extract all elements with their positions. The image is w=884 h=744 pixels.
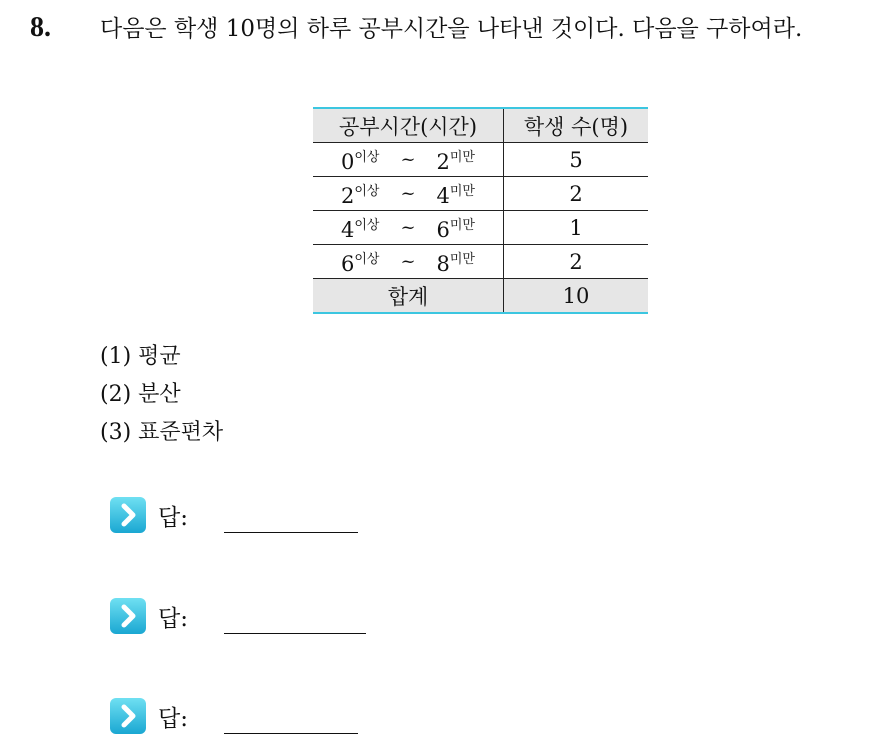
answer-blank[interactable] — [224, 603, 366, 634]
table-row — [313, 177, 648, 211]
range-cell: $6^{이상}$ ~ $8^{미만}$ — [313, 245, 504, 279]
answer-row-1 — [110, 497, 358, 537]
range-cell: $0^{이상}$ ~ $2^{미만}$ — [313, 143, 504, 177]
subquestion-stddev: (3) 표준편차 — [100, 420, 224, 445]
answer-blank[interactable] — [224, 703, 358, 734]
range-cell: $2^{이상}$ ~ $4^{미만}$ — [313, 177, 504, 211]
table-header-row — [313, 108, 648, 143]
count-cell: 2 — [504, 245, 649, 279]
subquestion-variance: (2) 분산 — [100, 382, 181, 407]
question-number: 8. — [30, 12, 51, 43]
frequency-table — [313, 107, 648, 314]
header-student-count: 학생 수(명) — [504, 108, 649, 143]
table-row — [313, 245, 648, 279]
chevron-right-icon — [110, 698, 146, 734]
subquestion-mean: (1) 평균 — [100, 344, 181, 369]
answer-label: 답: — [158, 705, 188, 732]
answer-row-3 — [110, 698, 358, 738]
total-value: 10 — [504, 279, 649, 314]
count-cell: 5 — [504, 143, 649, 177]
question-text: 다음은 학생 10명의 하루 공부시간을 나타낸 것이다. 다음을 구하여라. — [100, 16, 803, 42]
header-study-time: 공부시간(시간) — [313, 108, 504, 143]
answer-label: 답: — [158, 605, 188, 632]
table-row — [313, 143, 648, 177]
answer-label: 답: — [158, 504, 188, 531]
chevron-right-icon — [110, 497, 146, 533]
table-total-row — [313, 279, 648, 314]
answer-row-2 — [110, 598, 366, 638]
subquestion-list — [100, 338, 223, 452]
table-row — [313, 211, 648, 245]
range-cell: $4^{이상}$ ~ $6^{미만}$ — [313, 211, 504, 245]
answer-blank[interactable] — [224, 502, 358, 533]
count-cell: 1 — [504, 211, 649, 245]
total-label: 합계 — [313, 279, 504, 314]
chevron-right-icon — [110, 598, 146, 634]
count-cell: 2 — [504, 177, 649, 211]
